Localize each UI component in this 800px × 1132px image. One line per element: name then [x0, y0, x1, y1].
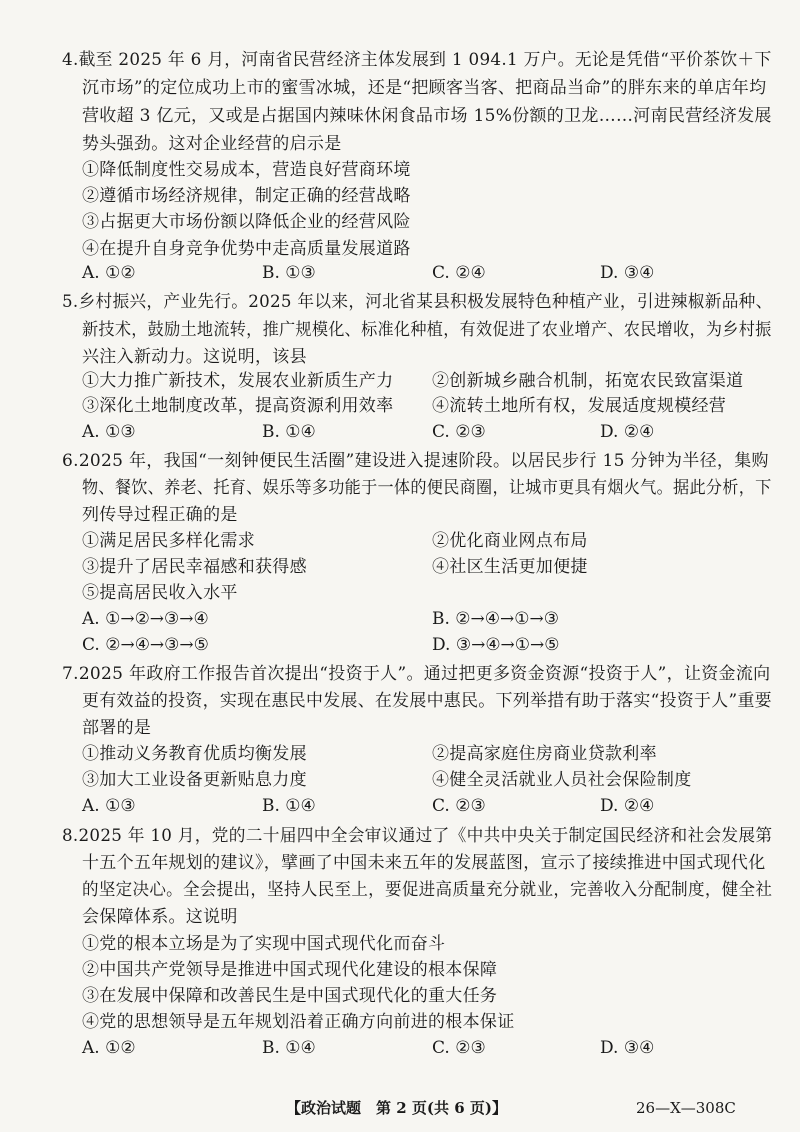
statement-item: ④在提升自身竞争优势中走高质量发展道路 [82, 239, 411, 259]
statement-item: ②遵循市场经济规律，制定正确的经营战略 [82, 186, 411, 206]
statement-item: ④社区生活更加便捷 [432, 557, 588, 577]
choice-d[interactable]: D. ②④ [600, 796, 655, 816]
choice-a[interactable]: A. ①③ [82, 422, 136, 442]
choice-b[interactable]: B. ①③ [262, 263, 316, 283]
statement-item: ①降低制度性交易成本，营造良好营商环境 [82, 160, 411, 180]
choice-b[interactable]: B. ②→④→①→③ [432, 609, 559, 629]
choice-a[interactable]: A. ①② [82, 263, 136, 283]
choice-a[interactable]: A. ①→②→③→④ [82, 609, 209, 629]
question-stem-line: 的坚定决心。全会提出，坚持人民至上，要促进高质量充分就业，完善收入分配制度，健全社 [82, 880, 773, 900]
question-stem-line: 更有效益的投资，实现在惠民中发展、在发展中惠民。下列举措有助于落实“投资于人”重要 [82, 691, 772, 711]
question-stem-line: 沉市场”的定位成功上市的蜜雪冰城，还是“把顾客当客、把商品当命”的胖东来的单店年均 [82, 78, 767, 98]
choice-b[interactable]: B. ①④ [262, 1038, 316, 1058]
question-stem-line: 部署的是 [82, 718, 152, 738]
choice-c[interactable]: C. ②③ [432, 1038, 486, 1058]
question-stem-line: 新技术，鼓励土地流转，推广规模化、标准化种植，有效促进了农业增产、农民增收，为乡村振 [82, 320, 772, 340]
choice-a[interactable]: A. ①② [82, 1038, 136, 1058]
statement-item: ③深化土地制度改革，提高资源利用效率 [82, 396, 394, 416]
question-stem-line: 6.2025 年，我国“一刻钟便民生活圈”建设进入提速阶段。以居民步行 15 分钟为半径，集购 [62, 451, 769, 471]
footer-paper-code: 26—X—308C [636, 1099, 736, 1117]
statement-item: ③加大工业设备更新贴息力度 [82, 770, 307, 790]
choice-c[interactable]: C. ②→④→③→⑤ [82, 635, 209, 655]
question-stem-line: 5.乡村振兴，产业先行。2025 年以来，河北省某县积极发展特色种植产业，引进辣椒新品种、 [62, 292, 773, 312]
choice-d[interactable]: D. ②④ [600, 422, 655, 442]
statement-item: ④流转土地所有权，发展适度规模经营 [432, 396, 727, 416]
question-stem-line: 势头强劲。这对企业经营的启示是 [82, 134, 342, 154]
statement-item: ④健全灵活就业人员社会保险制度 [432, 770, 692, 790]
statement-item: ③在发展中保障和改善民生是中国式现代化的重大任务 [82, 986, 498, 1006]
choice-c[interactable]: C. ②③ [432, 422, 486, 442]
question-stem-line: 4.截至 2025 年 6 月，河南省民营经济主体发展到 1 094.1 万户。无论是凭借“平价茶饮＋下 [62, 50, 772, 70]
choice-b[interactable]: B. ①④ [262, 422, 316, 442]
statement-item: ③占据更大市场份额以降低企业的经营风险 [82, 212, 411, 232]
statement-item: ④党的思想领导是五年规划沿着正确方向前进的根本保证 [82, 1012, 515, 1032]
question-stem-line: 物、餐饮、养老、托育、娱乐等多功能于一体的便民商圈，让城市更具有烟火气。据此分析，下 [82, 478, 772, 498]
statement-item: ①推动义务教育优质均衡发展 [82, 744, 307, 764]
question-stem-line: 营收超 3 亿元，又或是占据国内辣味休闲食品市场 15%份额的卫龙……河南民营经济发展 [82, 106, 772, 126]
choice-d[interactable]: D. ③→④→①→⑤ [432, 635, 560, 655]
statement-item: ①满足居民多样化需求 [82, 531, 255, 551]
question-stem-line: 列传导过程正确的是 [82, 505, 238, 525]
choice-b[interactable]: B. ①④ [262, 796, 316, 816]
statement-item: ②优化商业网点布局 [432, 531, 588, 551]
statement-item: ③提升了居民幸福感和获得感 [82, 557, 307, 577]
choice-d[interactable]: D. ③④ [600, 263, 655, 283]
statement-item: ②中国共产党领导是推进中国式现代化建设的根本保障 [82, 960, 498, 980]
question-stem-line: 十五个五年规划的建议》，擘画了中国未来五年的发展蓝图，宣示了接续推进中国式现代化 [82, 853, 766, 873]
choice-c[interactable]: C. ②③ [432, 796, 486, 816]
choice-a[interactable]: A. ①③ [82, 796, 136, 816]
page-footer [0, 1098, 800, 1118]
question-stem-line: 8.2025 年 10 月，党的二十届四中全会审议通过了《中共中央关于制定国民经济和社会发展第 [62, 826, 773, 846]
statement-item: ①大力推广新技术，发展农业新质生产力 [82, 371, 394, 391]
statement-item: ②创新城乡融合机制，拓宽农民致富渠道 [432, 371, 744, 391]
question-stem-line: 7.2025 年政府工作报告首次提出“投资于人”。通过把更多资金资源“投资于人”，让资金流向 [62, 664, 771, 684]
statement-item: ②提高家庭住房商业贷款利率 [432, 744, 657, 764]
question-stem-line: 会保障体系。这说明 [82, 907, 238, 927]
statement-item: ⑤提高居民收入水平 [82, 583, 238, 603]
footer-page-info: 【政治试题 第 2 页(共 6 页)】 [286, 1099, 507, 1117]
choice-c[interactable]: C. ②④ [432, 263, 486, 283]
statement-item: ①党的根本立场是为了实现中国式现代化而奋斗 [82, 934, 446, 954]
question-stem-line: 兴注入新动力。这说明，该县 [82, 347, 307, 367]
choice-d[interactable]: D. ③④ [600, 1038, 655, 1058]
